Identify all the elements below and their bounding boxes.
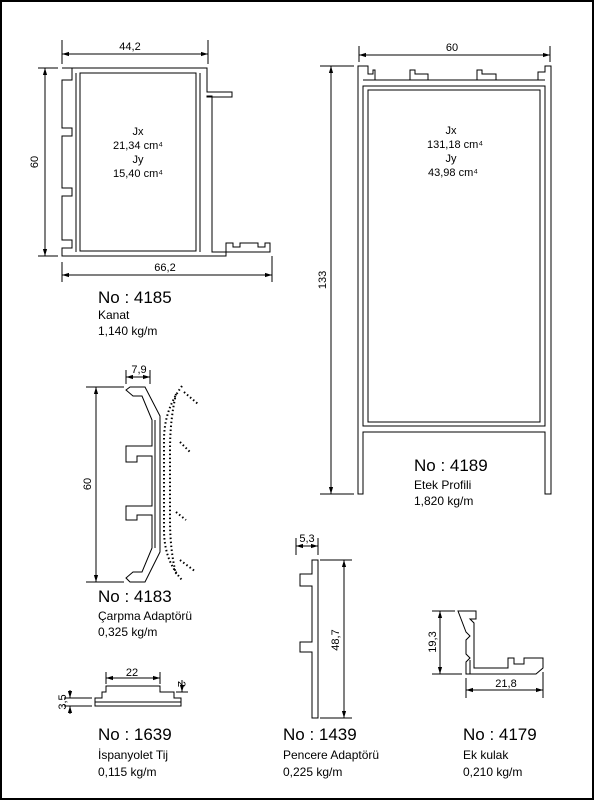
profile-1639-number: No : 1639 bbox=[98, 725, 172, 744]
profile-4185-name: Kanat bbox=[98, 308, 130, 322]
profile-1639-weight: 0,115 kg/m bbox=[98, 765, 157, 779]
dim-4185-bottom: 66,2 bbox=[154, 262, 176, 274]
dim-4189-left: 133 bbox=[317, 270, 329, 290]
profile-4185-outline bbox=[62, 68, 270, 256]
profile-4183-number: No : 4183 bbox=[98, 587, 172, 606]
dim-4183-top: 7,9 bbox=[131, 364, 147, 376]
profile-1439-number: No : 1439 bbox=[283, 725, 357, 744]
dim-4185-top: 44,2 bbox=[119, 41, 141, 53]
profile-1439-outline bbox=[300, 560, 318, 718]
profile-1639-outline bbox=[95, 686, 181, 706]
jy-value-4189: 43,98 cm⁴ bbox=[428, 167, 478, 179]
profile-1439-drawing bbox=[296, 538, 352, 718]
profile-4183-weight: 0,325 kg/m bbox=[98, 625, 158, 639]
jx-value-4185: 21,34 cm⁴ bbox=[113, 140, 163, 152]
dim-4179-left: 19,3 bbox=[427, 631, 439, 653]
jx-label-4189: Jx bbox=[445, 125, 457, 137]
profile-4179-number: No : 4179 bbox=[463, 725, 537, 744]
profile-4179-weight: 0,210 kg/m bbox=[463, 765, 523, 779]
jy-label-4189: Jy bbox=[445, 153, 457, 165]
profile-4179-name: Ek kulak bbox=[463, 748, 509, 762]
dim-1639-right: 2 bbox=[175, 680, 187, 688]
dim-1439-right: 48,7 bbox=[330, 629, 342, 651]
dim-4185-left: 60 bbox=[29, 155, 41, 169]
jy-label-4185: Jy bbox=[132, 154, 144, 166]
profile-4179-drawing bbox=[432, 611, 543, 698]
profile-4189-name: Etek Profili bbox=[414, 478, 472, 492]
dim-4189-top: 60 bbox=[445, 42, 459, 54]
profile-4185-weight: 1,140 kg/m bbox=[98, 324, 158, 338]
profile-4189-drawing bbox=[320, 46, 551, 494]
dim-1639-top: 22 bbox=[125, 667, 139, 679]
dim-4179-bottom: 21,8 bbox=[495, 678, 517, 690]
profile-1439-weight: 0,225 kg/m bbox=[283, 765, 343, 779]
profile-4183-name: Çarpma Adaptörü bbox=[98, 609, 193, 623]
profile-1639-name: İspanyolet Tij bbox=[98, 748, 169, 762]
profile-4185-number: No : 4185 bbox=[98, 288, 172, 307]
jy-value-4185: 15,40 cm⁴ bbox=[113, 168, 163, 180]
jx-label-4185: Jx bbox=[132, 126, 144, 138]
profile-1439-name: Pencere Adaptörü bbox=[283, 748, 380, 762]
profile-4189-weight: 1,820 kg/m bbox=[414, 494, 474, 508]
profile-4189-number: No : 4189 bbox=[414, 456, 488, 475]
dim-4183-left: 60 bbox=[82, 477, 94, 491]
dim-1639-left: 3,5 bbox=[57, 694, 69, 710]
profile-4179-outline bbox=[458, 611, 543, 674]
profile-4183-drawing bbox=[86, 370, 198, 582]
jx-value-4189: 131,18 cm⁴ bbox=[426, 139, 484, 151]
dim-1439-top: 5,3 bbox=[299, 533, 315, 545]
profile-4185-drawing bbox=[38, 40, 272, 282]
